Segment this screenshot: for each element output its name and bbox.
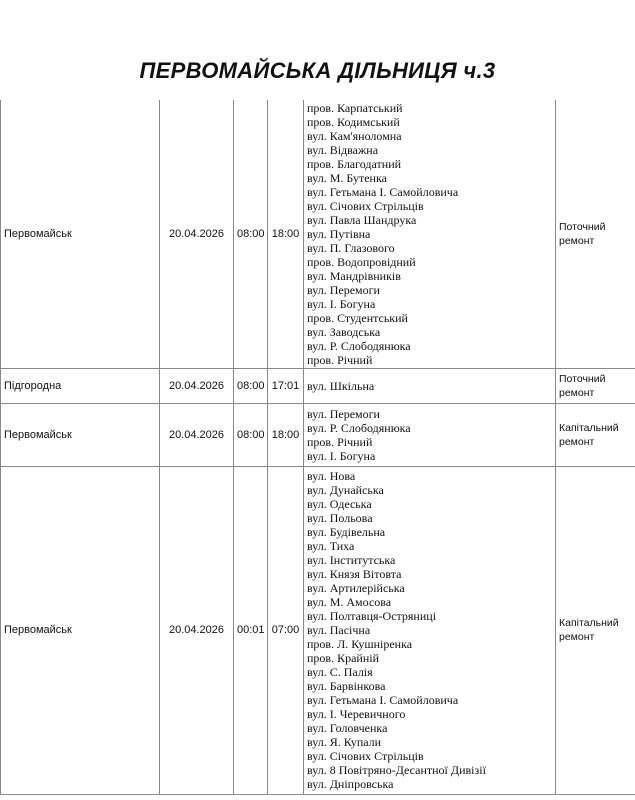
time-to-cell: 18:00 [268, 403, 304, 466]
work-type-line: Поточний [559, 372, 606, 385]
street-list [307, 101, 552, 367]
street-item: вул. М. Бутенка [307, 170, 387, 185]
street-item: вул. С. Палія [307, 665, 373, 679]
street-item: вул. Перемоги [307, 282, 380, 297]
street-item: пров. Річний [307, 352, 373, 367]
street-item: вул. Відважна [307, 142, 379, 157]
street-item: вул. Кам'яноломна [307, 128, 402, 143]
street-item: вул. І. Богуна [307, 448, 376, 463]
street-item: пров. Л. Кушніренка [307, 637, 413, 651]
street-item: вул. І. Богуна [307, 296, 376, 311]
streets-cell [304, 100, 556, 368]
street-item: вул. Артилерійська [307, 581, 405, 595]
street-item: вул. Р. Слободянюка [307, 420, 411, 435]
time-to-cell: 17:01 [268, 368, 304, 403]
date-cell: 20.04.2026 [160, 403, 234, 466]
work-type-line: ремонт [559, 631, 595, 643]
street-item: вул. Гетьмана І. Самойловича [307, 184, 459, 199]
street-item: вул. Одеська [307, 497, 372, 511]
settlement-cell: Первомайськ [1, 466, 160, 794]
street-list [307, 379, 552, 393]
table-row [1, 403, 635, 466]
work-type-line: ремонт [559, 435, 595, 448]
settlement-cell: Підгородна [1, 368, 160, 403]
street-list [307, 407, 552, 463]
work-type-cell [556, 466, 635, 794]
table-row [1, 100, 635, 368]
settlement-cell: Первомайськ [1, 100, 160, 368]
street-item: вул. Полтавця-Остряниці [307, 609, 437, 623]
street-item: вул. М. Амосова [307, 595, 392, 609]
street-item: вул. Січових Стрільців [307, 749, 424, 763]
work-type-line: ремонт [559, 234, 595, 247]
street-item: вул. Заводська [307, 324, 381, 339]
street-item: пров. Студентський [307, 310, 408, 325]
street-item: вул. Р. Слободянюка [307, 338, 411, 353]
time-from-cell: 08:00 [234, 368, 268, 403]
work-type-line: Капітальний [559, 617, 619, 629]
street-item: вул. Путівна [307, 226, 371, 241]
street-item: вул. Павла Шандрука [307, 212, 417, 227]
date-cell: 20.04.2026 [160, 100, 234, 368]
outage-schedule-table [0, 100, 635, 795]
date-cell: 20.04.2026 [160, 466, 234, 794]
street-item: пров. Кодимський [307, 114, 400, 129]
streets-cell [304, 403, 556, 466]
street-item: вул. Я. Купали [307, 735, 382, 749]
street-item: вул. Дунайська [307, 483, 384, 497]
street-item: вул. Барвінкова [307, 679, 386, 693]
street-item: вул. Шкільна [307, 378, 375, 393]
street-item: вул. Тиха [307, 539, 355, 553]
street-item: вул. Січових Стрільців [307, 198, 424, 213]
work-type-line: Капітальний [559, 421, 619, 434]
street-item: вул. 8 Повітряно-Десантної Дивізії [307, 763, 486, 777]
street-item: пров. Водопровідний [307, 254, 416, 269]
street-item: вул. Дніпровська [307, 777, 394, 791]
street-list [307, 469, 552, 791]
street-item: вул. Будівельна [307, 525, 386, 539]
table-row [1, 368, 635, 403]
street-item: вул. П. Глазового [307, 240, 395, 255]
settlement-cell: Первомайськ [1, 403, 160, 466]
work-type-line: ремонт [559, 386, 595, 399]
street-item: пров. Крайній [307, 651, 380, 665]
street-item: пров. Карпатський [307, 100, 403, 115]
street-item: вул. Пасічна [307, 623, 371, 637]
time-from-cell: 00:01 [234, 466, 268, 794]
work-type-cell [556, 100, 635, 368]
street-item: вул. Інститутська [307, 553, 396, 567]
time-from-cell: 08:00 [234, 100, 268, 368]
street-item: вул. Головченка [307, 721, 388, 735]
street-item: пров. Річний [307, 434, 373, 449]
streets-cell [304, 368, 556, 403]
street-item: вул. Польова [307, 511, 373, 525]
street-item: пров. Благодатний [307, 156, 402, 171]
work-type-cell [556, 368, 635, 403]
time-to-cell: 18:00 [268, 100, 304, 368]
street-item: вул. Мандрівників [307, 268, 401, 283]
time-to-cell: 07:00 [268, 466, 304, 794]
date-cell: 20.04.2026 [160, 368, 234, 403]
work-type-line: Поточний [559, 220, 606, 233]
street-item: вул. Перемоги [307, 406, 380, 421]
table-row [1, 466, 635, 794]
work-type-cell [556, 403, 635, 466]
street-item: вул. Нова [307, 469, 356, 483]
street-item: вул. Князя Вітовта [307, 567, 402, 581]
street-item: вул. Гетьмана І. Самойловича [307, 693, 459, 707]
page-title: ПЕРВОМАЙСЬКА ДІЛЬНИЦЯ ч.3 [139, 58, 496, 83]
time-from-cell: 08:00 [234, 403, 268, 466]
street-item: вул. І. Черевичного [307, 707, 406, 721]
streets-cell [304, 466, 556, 794]
